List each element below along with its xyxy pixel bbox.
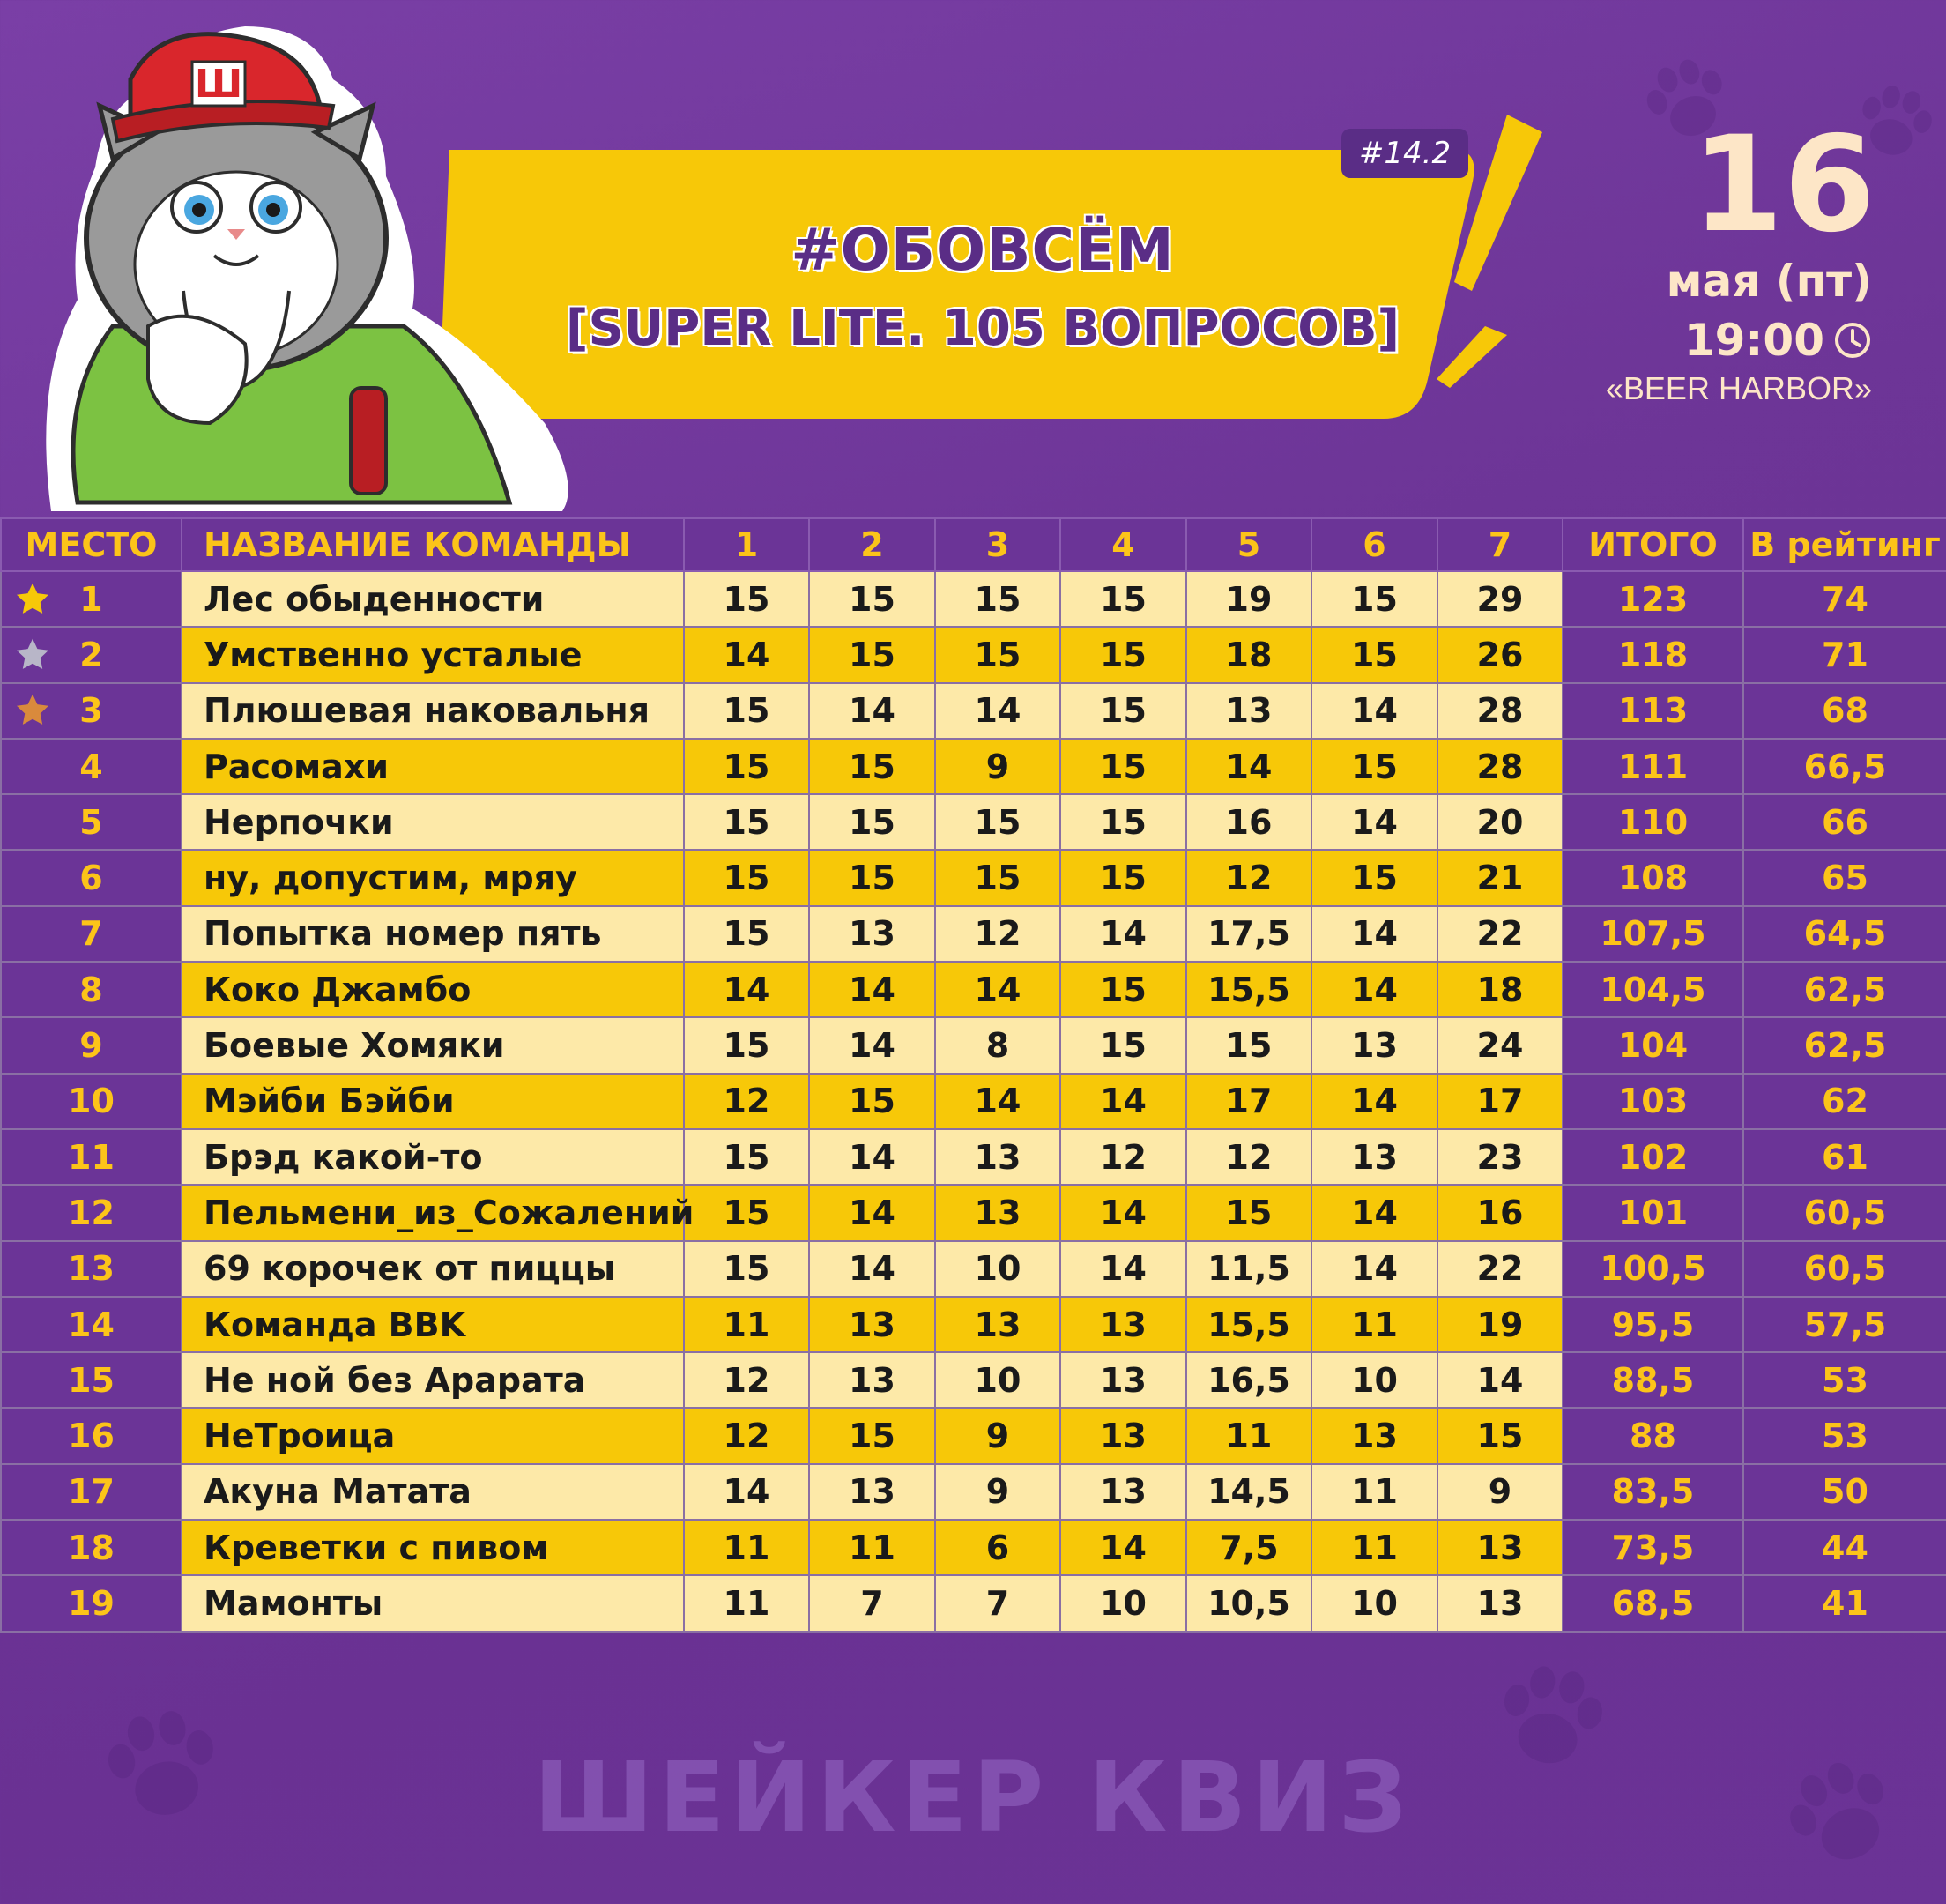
rating-points-cell: 41 [1743, 1575, 1946, 1631]
round-5-score-cell: 17 [1186, 1074, 1311, 1129]
round-6-score-cell: 14 [1311, 794, 1437, 850]
table-row [1, 1241, 1946, 1297]
round-3-score-cell: 9 [935, 1408, 1060, 1463]
round-5-score-cell: 13 [1186, 683, 1311, 739]
total-score-cell: 100,5 [1563, 1241, 1743, 1297]
total-score-cell: 110 [1563, 794, 1743, 850]
place-cell [1, 850, 182, 905]
total-score-cell: 88,5 [1563, 1352, 1743, 1408]
round-1-score-cell: 15 [684, 1017, 809, 1073]
round-1-score-cell: 11 [684, 1520, 809, 1575]
round-3-score-cell: 13 [935, 1297, 1060, 1352]
round-4-score-cell: 15 [1060, 850, 1186, 905]
round-2-score-cell: 15 [809, 850, 935, 905]
header-round-4: 4 [1060, 518, 1186, 571]
round-1-score-cell: 14 [684, 627, 809, 682]
total-score-cell: 101 [1563, 1185, 1743, 1240]
round-6-score-cell: 13 [1311, 1017, 1437, 1073]
round-2-score-cell: 14 [809, 1017, 935, 1073]
rating-points-cell: 62 [1743, 1074, 1946, 1129]
round-1-score-cell: 15 [684, 1129, 809, 1185]
place-number: 17 [68, 1472, 115, 1512]
clock-icon [1833, 321, 1872, 360]
round-2-score-cell: 11 [809, 1520, 935, 1575]
team-name-cell: Расомахи [182, 739, 684, 794]
round-3-score-cell: 14 [935, 1074, 1060, 1129]
place-cell [1, 794, 182, 850]
round-2-score-cell: 14 [809, 1129, 935, 1185]
rating-points-cell: 62,5 [1743, 962, 1946, 1017]
table-row [1, 1185, 1946, 1240]
place-number: 12 [68, 1193, 115, 1232]
round-1-score-cell: 11 [684, 1297, 809, 1352]
table-row [1, 850, 1946, 905]
round-4-score-cell: 13 [1060, 1408, 1186, 1463]
round-4-score-cell: 15 [1060, 962, 1186, 1017]
round-6-score-cell: 14 [1311, 1241, 1437, 1297]
round-5-score-cell: 15 [1186, 1017, 1311, 1073]
team-name-cell: Акуна Матата [182, 1464, 684, 1520]
header-place: МЕСТО [1, 518, 182, 571]
round-5-score-cell: 15,5 [1186, 962, 1311, 1017]
round-5-score-cell: 18 [1186, 627, 1311, 682]
round-6-score-cell: 15 [1311, 627, 1437, 682]
team-name-cell: Лес обыденности [182, 571, 684, 627]
rating-points-cell: 57,5 [1743, 1297, 1946, 1352]
place-number: 15 [68, 1360, 115, 1400]
round-3-score-cell: 14 [935, 683, 1060, 739]
event-venue: «BEER HARBOR» [1605, 370, 1872, 406]
total-score-cell: 73,5 [1563, 1520, 1743, 1575]
game-number-badge: #14.2 [1341, 129, 1468, 178]
round-2-score-cell: 15 [809, 1408, 935, 1463]
round-2-score-cell: 13 [809, 1297, 935, 1352]
event-time: 19:00 [1683, 315, 1824, 366]
round-7-score-cell: 17 [1437, 1074, 1563, 1129]
round-6-score-cell: 14 [1311, 1185, 1437, 1240]
place-cell [1, 1464, 182, 1520]
round-4-score-cell: 15 [1060, 683, 1186, 739]
total-score-cell: 68,5 [1563, 1575, 1743, 1631]
round-7-score-cell: 22 [1437, 1241, 1563, 1297]
round-2-score-cell: 14 [809, 962, 935, 1017]
round-7-score-cell: 14 [1437, 1352, 1563, 1408]
place-cell [1, 683, 182, 739]
round-3-score-cell: 7 [935, 1575, 1060, 1631]
table-row [1, 627, 1946, 682]
rating-points-cell: 71 [1743, 627, 1946, 682]
rating-points-cell: 50 [1743, 1464, 1946, 1520]
round-5-score-cell: 10,5 [1186, 1575, 1311, 1631]
place-number: 4 [79, 747, 103, 786]
round-1-score-cell: 15 [684, 739, 809, 794]
place-number: 5 [79, 802, 103, 842]
round-2-score-cell: 15 [809, 794, 935, 850]
round-1-score-cell: 14 [684, 1464, 809, 1520]
team-name-cell: Умственно усталые [182, 627, 684, 682]
round-3-score-cell: 15 [935, 627, 1060, 682]
round-6-score-cell: 15 [1311, 739, 1437, 794]
place-cell [1, 1017, 182, 1073]
rating-points-cell: 64,5 [1743, 906, 1946, 962]
table-row [1, 1520, 1946, 1575]
round-6-score-cell: 14 [1311, 1074, 1437, 1129]
round-3-score-cell: 15 [935, 571, 1060, 627]
team-name-cell: НеТроица [182, 1408, 684, 1463]
round-4-score-cell: 14 [1060, 1241, 1186, 1297]
round-4-score-cell: 15 [1060, 794, 1186, 850]
round-3-score-cell: 12 [935, 906, 1060, 962]
team-name-cell: Брэд какой-то [182, 1129, 684, 1185]
star-icon [14, 581, 51, 618]
cat-mascot-image [16, 9, 580, 520]
results-body [1, 571, 1946, 1632]
round-4-score-cell: 13 [1060, 1297, 1186, 1352]
total-score-cell: 102 [1563, 1129, 1743, 1185]
round-7-score-cell: 13 [1437, 1520, 1563, 1575]
team-name-cell: Команда BBK [182, 1297, 684, 1352]
cap-letter: Ш [194, 62, 243, 107]
total-score-cell: 123 [1563, 571, 1743, 627]
place-cell [1, 1185, 182, 1240]
round-5-score-cell: 19 [1186, 571, 1311, 627]
round-4-score-cell: 15 [1060, 627, 1186, 682]
round-1-score-cell: 15 [684, 571, 809, 627]
table-header-row [1, 518, 1946, 571]
round-3-score-cell: 13 [935, 1185, 1060, 1240]
round-7-score-cell: 13 [1437, 1575, 1563, 1631]
place-cell [1, 627, 182, 682]
table-row [1, 1297, 1946, 1352]
round-3-score-cell: 15 [935, 850, 1060, 905]
round-5-score-cell: 16,5 [1186, 1352, 1311, 1408]
rating-points-cell: 66 [1743, 794, 1946, 850]
total-score-cell: 111 [1563, 739, 1743, 794]
total-score-cell: 104,5 [1563, 962, 1743, 1017]
round-5-score-cell: 14 [1186, 739, 1311, 794]
round-7-score-cell: 9 [1437, 1464, 1563, 1520]
header-round-6: 6 [1311, 518, 1437, 571]
place-number: 9 [79, 1026, 103, 1066]
place-cell [1, 1241, 182, 1297]
table-row [1, 1074, 1946, 1129]
round-1-score-cell: 12 [684, 1352, 809, 1408]
total-score-cell: 104 [1563, 1017, 1743, 1073]
round-3-score-cell: 6 [935, 1520, 1060, 1575]
round-7-score-cell: 23 [1437, 1129, 1563, 1185]
round-5-score-cell: 11,5 [1186, 1241, 1311, 1297]
place-cell [1, 962, 182, 1017]
results-table [0, 517, 1946, 1633]
round-4-score-cell: 15 [1060, 739, 1186, 794]
round-3-score-cell: 13 [935, 1129, 1060, 1185]
quiz-title: #ОБОВСЁМ [791, 216, 1175, 284]
place-number: 2 [79, 635, 103, 674]
round-1-score-cell: 12 [684, 1408, 809, 1463]
table-row [1, 1408, 1946, 1463]
round-7-score-cell: 29 [1437, 571, 1563, 627]
round-1-score-cell: 15 [684, 906, 809, 962]
header-team: НАЗВАНИЕ КОМАНДЫ [182, 518, 684, 571]
round-5-score-cell: 12 [1186, 1129, 1311, 1185]
place-cell [1, 1575, 182, 1631]
total-score-cell: 118 [1563, 627, 1743, 682]
round-6-score-cell: 11 [1311, 1464, 1437, 1520]
place-number: 7 [79, 914, 103, 954]
place-number: 13 [68, 1249, 115, 1289]
round-6-score-cell: 13 [1311, 1129, 1437, 1185]
table-row [1, 1352, 1946, 1408]
place-number: 18 [68, 1528, 115, 1567]
place-number: 3 [79, 691, 103, 731]
round-4-score-cell: 13 [1060, 1464, 1186, 1520]
place-cell [1, 739, 182, 794]
place-number: 11 [68, 1137, 115, 1177]
rating-points-cell: 65 [1743, 850, 1946, 905]
place-cell [1, 1352, 182, 1408]
round-2-score-cell: 14 [809, 1241, 935, 1297]
round-2-score-cell: 15 [809, 739, 935, 794]
place-cell [1, 1520, 182, 1575]
total-score-cell: 88 [1563, 1408, 1743, 1463]
round-7-score-cell: 22 [1437, 906, 1563, 962]
round-2-score-cell: 15 [809, 627, 935, 682]
round-5-score-cell: 7,5 [1186, 1520, 1311, 1575]
rating-points-cell: 61 [1743, 1129, 1946, 1185]
round-3-score-cell: 10 [935, 1241, 1060, 1297]
round-6-score-cell: 13 [1311, 1408, 1437, 1463]
round-1-score-cell: 11 [684, 1575, 809, 1631]
rating-points-cell: 60,5 [1743, 1185, 1946, 1240]
total-score-cell: 95,5 [1563, 1297, 1743, 1352]
round-7-score-cell: 21 [1437, 850, 1563, 905]
round-5-score-cell: 17,5 [1186, 906, 1311, 962]
team-name-cell: 69 корочек от пиццы [182, 1241, 684, 1297]
team-name-cell: Не ной без Арарата [182, 1352, 684, 1408]
round-4-score-cell: 13 [1060, 1352, 1186, 1408]
place-cell [1, 906, 182, 962]
table-row [1, 1464, 1946, 1520]
rating-points-cell: 74 [1743, 571, 1946, 627]
round-3-score-cell: 8 [935, 1017, 1060, 1073]
round-5-score-cell: 14,5 [1186, 1464, 1311, 1520]
event-month: мая (пт) [1666, 256, 1872, 307]
team-name-cell: Попытка номер пять [182, 906, 684, 962]
round-6-score-cell: 11 [1311, 1520, 1437, 1575]
place-number: 1 [79, 579, 103, 619]
round-7-score-cell: 15 [1437, 1408, 1563, 1463]
table-row [1, 1129, 1946, 1185]
round-1-score-cell: 15 [684, 794, 809, 850]
round-4-score-cell: 15 [1060, 571, 1186, 627]
round-1-score-cell: 14 [684, 962, 809, 1017]
rating-points-cell: 53 [1743, 1352, 1946, 1408]
round-5-score-cell: 15 [1186, 1185, 1311, 1240]
round-2-score-cell: 13 [809, 906, 935, 962]
place-number: 16 [68, 1417, 115, 1456]
round-7-score-cell: 26 [1437, 627, 1563, 682]
table-row [1, 1575, 1946, 1631]
round-1-score-cell: 12 [684, 1074, 809, 1129]
round-7-score-cell: 18 [1437, 962, 1563, 1017]
total-score-cell: 107,5 [1563, 906, 1743, 962]
total-score-cell: 103 [1563, 1074, 1743, 1129]
place-number: 8 [79, 970, 103, 1009]
quiz-subtitle: [SUPER LITE. 105 ВОПРОСОВ] [565, 300, 1400, 357]
round-5-score-cell: 11 [1186, 1408, 1311, 1463]
round-5-score-cell: 16 [1186, 794, 1311, 850]
place-cell [1, 1297, 182, 1352]
round-1-score-cell: 15 [684, 683, 809, 739]
rating-points-cell: 62,5 [1743, 1017, 1946, 1073]
table-row [1, 794, 1946, 850]
round-5-score-cell: 12 [1186, 850, 1311, 905]
round-3-score-cell: 15 [935, 794, 1060, 850]
team-name-cell: Мамонты [182, 1575, 684, 1631]
round-4-score-cell: 15 [1060, 1017, 1186, 1073]
team-name-cell: Плюшевая наковальня [182, 683, 684, 739]
round-3-score-cell: 14 [935, 962, 1060, 1017]
round-2-score-cell: 13 [809, 1464, 935, 1520]
rating-points-cell: 53 [1743, 1408, 1946, 1463]
team-name-cell: Креветки с пивом [182, 1520, 684, 1575]
star-icon [14, 636, 51, 673]
round-4-score-cell: 14 [1060, 1074, 1186, 1129]
team-name-cell: Нерпочки [182, 794, 684, 850]
round-7-score-cell: 24 [1437, 1017, 1563, 1073]
round-1-score-cell: 15 [684, 1185, 809, 1240]
round-4-score-cell: 14 [1060, 906, 1186, 962]
total-score-cell: 113 [1563, 683, 1743, 739]
round-2-score-cell: 15 [809, 1074, 935, 1129]
round-7-score-cell: 16 [1437, 1185, 1563, 1240]
round-6-score-cell: 10 [1311, 1575, 1437, 1631]
round-3-score-cell: 9 [935, 739, 1060, 794]
rating-points-cell: 66,5 [1743, 739, 1946, 794]
place-number: 19 [68, 1583, 115, 1623]
round-5-score-cell: 15,5 [1186, 1297, 1311, 1352]
footer-logo: ШЕЙКЕР КВИЗ [533, 1741, 1413, 1854]
total-score-cell: 108 [1563, 850, 1743, 905]
round-6-score-cell: 15 [1311, 850, 1437, 905]
round-6-score-cell: 11 [1311, 1297, 1437, 1352]
round-7-score-cell: 28 [1437, 739, 1563, 794]
header-round-2: 2 [809, 518, 935, 571]
round-2-score-cell: 14 [809, 1185, 935, 1240]
header-round-1: 1 [684, 518, 809, 571]
round-6-score-cell: 14 [1311, 906, 1437, 962]
round-4-score-cell: 10 [1060, 1575, 1186, 1631]
total-score-cell: 83,5 [1563, 1464, 1743, 1520]
place-number: 10 [68, 1082, 115, 1121]
table-row [1, 683, 1946, 739]
header-rating: В рейтинг [1743, 518, 1946, 571]
place-number: 6 [79, 859, 103, 898]
round-4-score-cell: 14 [1060, 1185, 1186, 1240]
team-name-cell: ну, допустим, мряу [182, 850, 684, 905]
header-round-7: 7 [1437, 518, 1563, 571]
round-1-score-cell: 15 [684, 850, 809, 905]
round-7-score-cell: 20 [1437, 794, 1563, 850]
round-7-score-cell: 19 [1437, 1297, 1563, 1352]
round-1-score-cell: 15 [684, 1241, 809, 1297]
table-row [1, 571, 1946, 627]
event-day: 16 [1691, 108, 1875, 262]
event-time-row [1684, 315, 1872, 366]
round-3-score-cell: 9 [935, 1464, 1060, 1520]
table-row [1, 962, 1946, 1017]
round-7-score-cell: 28 [1437, 683, 1563, 739]
header-round-3: 3 [935, 518, 1060, 571]
place-cell [1, 1408, 182, 1463]
place-cell [1, 1074, 182, 1129]
table-row [1, 1017, 1946, 1073]
round-3-score-cell: 10 [935, 1352, 1060, 1408]
place-number: 14 [68, 1305, 115, 1344]
round-4-score-cell: 14 [1060, 1520, 1186, 1575]
round-6-score-cell: 15 [1311, 571, 1437, 627]
round-6-score-cell: 14 [1311, 683, 1437, 739]
rating-points-cell: 68 [1743, 683, 1946, 739]
rating-points-cell: 44 [1743, 1520, 1946, 1575]
round-6-score-cell: 14 [1311, 962, 1437, 1017]
team-name-cell: Мэйби Бэйби [182, 1074, 684, 1129]
round-2-score-cell: 14 [809, 683, 935, 739]
table-row [1, 906, 1946, 962]
table-row [1, 739, 1946, 794]
place-cell [1, 1129, 182, 1185]
team-name-cell: Коко Джамбо [182, 962, 684, 1017]
team-name-cell: Пельмени_из_Сожалений [182, 1185, 684, 1240]
round-4-score-cell: 12 [1060, 1129, 1186, 1185]
star-icon [14, 692, 51, 729]
header-round-5: 5 [1186, 518, 1311, 571]
team-name-cell: Боевые Хомяки [182, 1017, 684, 1073]
header-total: ИТОГО [1563, 518, 1743, 571]
round-2-score-cell: 13 [809, 1352, 935, 1408]
rating-points-cell: 60,5 [1743, 1241, 1946, 1297]
round-2-score-cell: 15 [809, 571, 935, 627]
place-cell [1, 571, 182, 627]
round-6-score-cell: 10 [1311, 1352, 1437, 1408]
round-2-score-cell: 7 [809, 1575, 935, 1631]
